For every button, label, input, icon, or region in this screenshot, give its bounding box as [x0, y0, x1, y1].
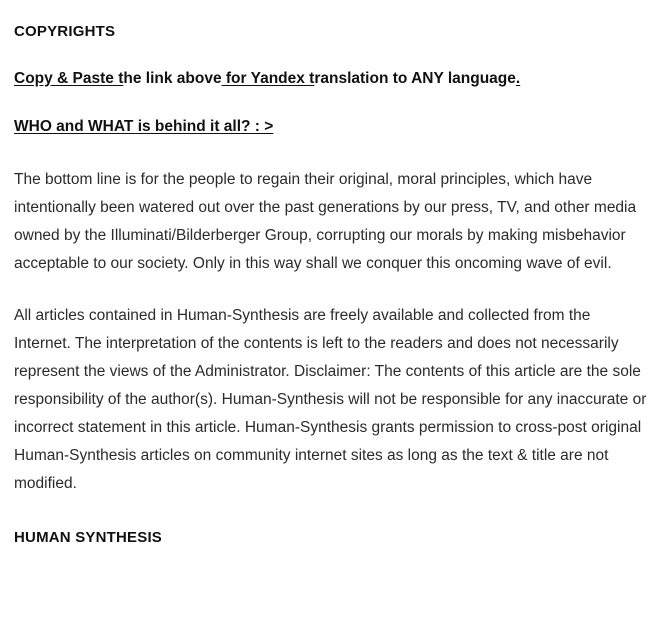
copy-paste-plain-2: ranslation to ANY language [314, 69, 516, 87]
copy-paste-period: . [515, 69, 521, 87]
page-title: COPYRIGHTS [14, 23, 116, 40]
copy-paste-plain-1: he link above [123, 69, 222, 87]
yandex-link-text[interactable]: for Yandex t [221, 69, 315, 87]
who-and-what-question[interactable] [14, 116, 650, 138]
copy-paste-instruction [14, 68, 650, 90]
footer-heading: HUMAN SYNTHESIS [14, 529, 163, 547]
paragraph-bottom-line: The bottom line is for the people to regain their original, moral principles, which have intentionally been watered out over the past generations by our press, TV, and other media owned by the Illuminati/Bilderberger Group, corrupting our morals by making misbehavior acceptable to our society. Only in this way shall we conquer this oncoming wave of evil. [14, 171, 637, 273]
copy-paste-link-text[interactable]: Copy & Paste t [14, 69, 124, 87]
paragraph-disclaimer: All articles contained in Human-Synthesis are freely available and collected from the Internet. The interpretation of the contents is left to the readers and does not necessarily represent the views of the Administrator. Disclaimer: The contents of this article are the sole responsibility of the author(s). Human-Synthesis will not be responsible for any inaccurate or incorrect statement in this article. Human-Synthesis grants permission to cross-post original Human-Synthesis articles on community internet sites as long as the text & title are not modified. [14, 307, 647, 493]
who-and-what-link-text[interactable]: WHO and WHAT is behind it all? : > [14, 117, 274, 135]
